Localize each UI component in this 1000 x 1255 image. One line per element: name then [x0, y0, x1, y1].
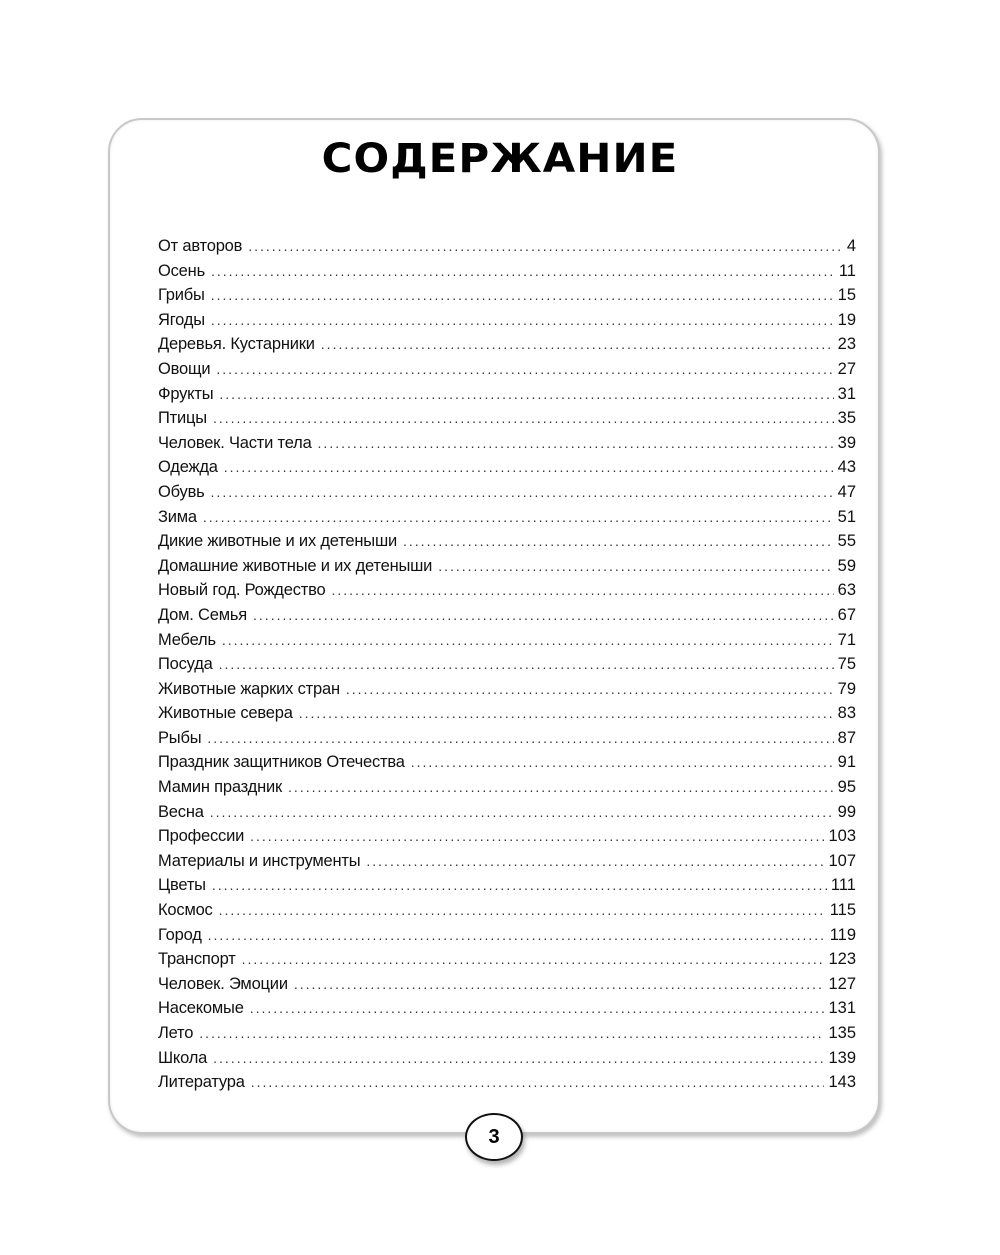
- toc-entry-page: 67: [837, 605, 856, 624]
- page-number-badge: [465, 1113, 523, 1161]
- toc-entry-title: Праздник защитников Отечества: [158, 753, 405, 772]
- toc-entry-page: 131: [828, 999, 856, 1018]
- dot-leader: [438, 558, 833, 574]
- dot-leader: [219, 656, 834, 672]
- toc-entry[interactable]: [158, 311, 856, 336]
- toc-entry-title: Фрукты: [158, 384, 214, 403]
- toc-entry-title: Птицы: [158, 409, 207, 428]
- dot-leader: [219, 902, 826, 918]
- toc-entry-title: От авторов: [158, 237, 243, 255]
- toc-entry[interactable]: [158, 262, 856, 287]
- toc-entry-page: 71: [837, 630, 856, 649]
- toc-entry-title: Обувь: [158, 482, 205, 501]
- dot-leader: [211, 484, 834, 500]
- toc-entry[interactable]: [158, 557, 856, 582]
- toc-entry[interactable]: [158, 999, 856, 1024]
- toc-entry[interactable]: [158, 360, 856, 385]
- dot-leader: [411, 754, 834, 770]
- toc-entry-page: 103: [828, 827, 856, 846]
- toc-entry-page: 115: [829, 901, 856, 920]
- dot-leader: [250, 1000, 825, 1016]
- toc-entry-page: 55: [837, 532, 856, 551]
- toc-entry-title: Дом. Семья: [158, 605, 248, 624]
- toc-entry-title: Профессии: [158, 827, 245, 846]
- toc-entry-page: 99: [837, 802, 856, 821]
- dot-leader: [250, 828, 824, 844]
- dot-leader: [294, 976, 825, 992]
- toc-entry-title: Домашние животные и их детеныши: [158, 556, 433, 575]
- toc-entry[interactable]: [158, 827, 856, 852]
- dot-leader: [211, 287, 834, 303]
- toc-entry-title: Дикие животные и их детеныши: [158, 532, 398, 551]
- toc-entry-title: Человек. Эмоции: [158, 974, 288, 993]
- toc-entry[interactable]: [158, 852, 856, 877]
- toc-entry[interactable]: [158, 655, 856, 680]
- dot-leader: [251, 1074, 825, 1090]
- dot-leader: [213, 410, 834, 426]
- toc-entry-page: 91: [837, 753, 856, 772]
- toc-entry-page: 123: [828, 950, 856, 969]
- dot-leader: [248, 238, 843, 254]
- toc-entry-title: Зима: [158, 507, 197, 526]
- toc-entry-page: 87: [837, 728, 856, 747]
- toc-entry-page: 31: [837, 384, 856, 403]
- toc-entry-page: 23: [837, 335, 856, 354]
- toc-entry[interactable]: [158, 483, 856, 508]
- dot-leader: [331, 582, 833, 598]
- toc-entry[interactable]: [158, 581, 856, 606]
- dot-leader: [199, 1025, 824, 1041]
- dot-leader: [288, 779, 834, 795]
- toc-entry-page: 139: [828, 1048, 856, 1067]
- toc-entry-page: 143: [828, 1073, 856, 1092]
- toc-entry-page: 127: [828, 974, 856, 993]
- toc-entry-page: 83: [837, 704, 856, 723]
- toc-entry-title: Космос: [158, 901, 213, 920]
- dot-leader: [208, 927, 826, 943]
- dot-leader: [253, 607, 834, 623]
- toc-entry-page: 19: [837, 310, 856, 329]
- toc-entry[interactable]: [158, 385, 856, 410]
- toc-entry[interactable]: [158, 434, 856, 459]
- toc-entry-title: Животные жарких стран: [158, 679, 340, 698]
- dot-leader: [222, 632, 834, 648]
- dot-leader: [403, 533, 834, 549]
- toc-entry[interactable]: [158, 778, 856, 803]
- toc-entry[interactable]: [158, 631, 856, 656]
- dot-leader: [219, 386, 833, 402]
- toc-entry-title: Посуда: [158, 655, 213, 674]
- dot-leader: [213, 1050, 824, 1066]
- toc-entry[interactable]: [158, 1024, 856, 1049]
- toc-entry[interactable]: [158, 876, 856, 901]
- toc-entry[interactable]: [158, 1073, 856, 1098]
- dot-leader: [299, 705, 834, 721]
- dot-leader: [346, 681, 834, 697]
- toc-entry-page: 135: [828, 1024, 856, 1042]
- toc-entry-title: Цветы: [158, 876, 206, 895]
- toc-entry-title: Осень: [158, 261, 205, 280]
- toc-entry-title: Деревья. Кустарники: [158, 335, 315, 354]
- dot-leader: [211, 263, 835, 279]
- toc-entry-title: Лето: [158, 1024, 194, 1042]
- dot-leader: [203, 509, 834, 525]
- toc-entry-title: Новый год. Рождество: [158, 581, 326, 600]
- toc-entry[interactable]: [158, 753, 856, 778]
- dot-leader: [210, 804, 834, 820]
- toc-entry-title: Животные севера: [158, 704, 293, 723]
- toc-entry-page: 15: [837, 286, 856, 305]
- toc-entry-title: Насекомые: [158, 999, 244, 1018]
- toc-entry-page: 95: [837, 778, 856, 797]
- dot-leader: [207, 730, 833, 746]
- toc-entry[interactable]: [158, 975, 856, 1000]
- toc-entry-page: 63: [837, 581, 856, 600]
- dot-leader: [224, 459, 834, 475]
- toc-entry-page: 107: [828, 851, 856, 870]
- toc-entry-title: Весна: [158, 802, 204, 821]
- toc-entry[interactable]: [158, 458, 856, 483]
- page-title: СОДЕРЖАНИЕ: [321, 136, 679, 182]
- toc-entry-title: Рыбы: [158, 728, 202, 747]
- toc-entry[interactable]: [158, 729, 856, 754]
- toc-entry-title: Мамин праздник: [158, 778, 283, 797]
- toc-entry[interactable]: [158, 704, 856, 729]
- table-of-contents: [158, 237, 856, 1098]
- toc-entry-title: Город: [158, 925, 202, 944]
- dot-leader: [366, 853, 824, 869]
- dot-leader: [242, 951, 825, 967]
- toc-entry[interactable]: [158, 901, 856, 926]
- toc-entry[interactable]: [158, 606, 856, 631]
- toc-entry[interactable]: [158, 926, 856, 951]
- dot-leader: [212, 877, 827, 893]
- toc-entry[interactable]: [158, 1049, 856, 1074]
- toc-entry-page: 111: [830, 876, 856, 895]
- toc-entry-title: Одежда: [158, 458, 218, 477]
- toc-entry-page: 27: [837, 359, 856, 378]
- toc-entry[interactable]: [158, 508, 856, 533]
- toc-entry-title: Литература: [158, 1073, 245, 1092]
- toc-entry[interactable]: [158, 286, 856, 311]
- toc-entry[interactable]: [158, 950, 856, 975]
- dot-leader: [216, 361, 833, 377]
- toc-entry[interactable]: [158, 803, 856, 828]
- toc-entry-page: 4: [846, 237, 856, 255]
- dot-leader: [321, 336, 834, 352]
- toc-entry[interactable]: [158, 532, 856, 557]
- toc-entry-page: 11: [838, 261, 856, 280]
- toc-entry-title: Человек. Части тела: [158, 433, 312, 452]
- dot-leader: [211, 312, 834, 328]
- toc-entry-page: 79: [837, 679, 856, 698]
- toc-entry-page: 39: [837, 433, 856, 452]
- toc-entry-page: 43: [837, 458, 856, 477]
- toc-entry-title: Овощи: [158, 359, 211, 378]
- toc-entry-page: 59: [837, 556, 856, 575]
- toc-entry-title: Грибы: [158, 286, 205, 305]
- toc-entry-title: Транспорт: [158, 950, 236, 969]
- toc-entry-title: Ягоды: [158, 310, 205, 329]
- toc-entry-page: 51: [837, 507, 856, 526]
- toc-entry[interactable]: [158, 680, 856, 705]
- page-number: 3: [488, 1125, 500, 1148]
- toc-entry[interactable]: [158, 409, 856, 434]
- dot-leader: [318, 435, 834, 451]
- toc-entry-title: Школа: [158, 1048, 208, 1067]
- toc-entry-page: 47: [837, 482, 856, 501]
- toc-entry[interactable]: [158, 237, 856, 262]
- toc-entry-title: Материалы и инструменты: [158, 851, 361, 870]
- toc-entry-title: Мебель: [158, 630, 216, 649]
- toc-entry-page: 75: [837, 655, 856, 674]
- toc-entry-page: 35: [837, 409, 856, 428]
- toc-entry-page: 119: [829, 925, 856, 944]
- toc-entry[interactable]: [158, 335, 856, 360]
